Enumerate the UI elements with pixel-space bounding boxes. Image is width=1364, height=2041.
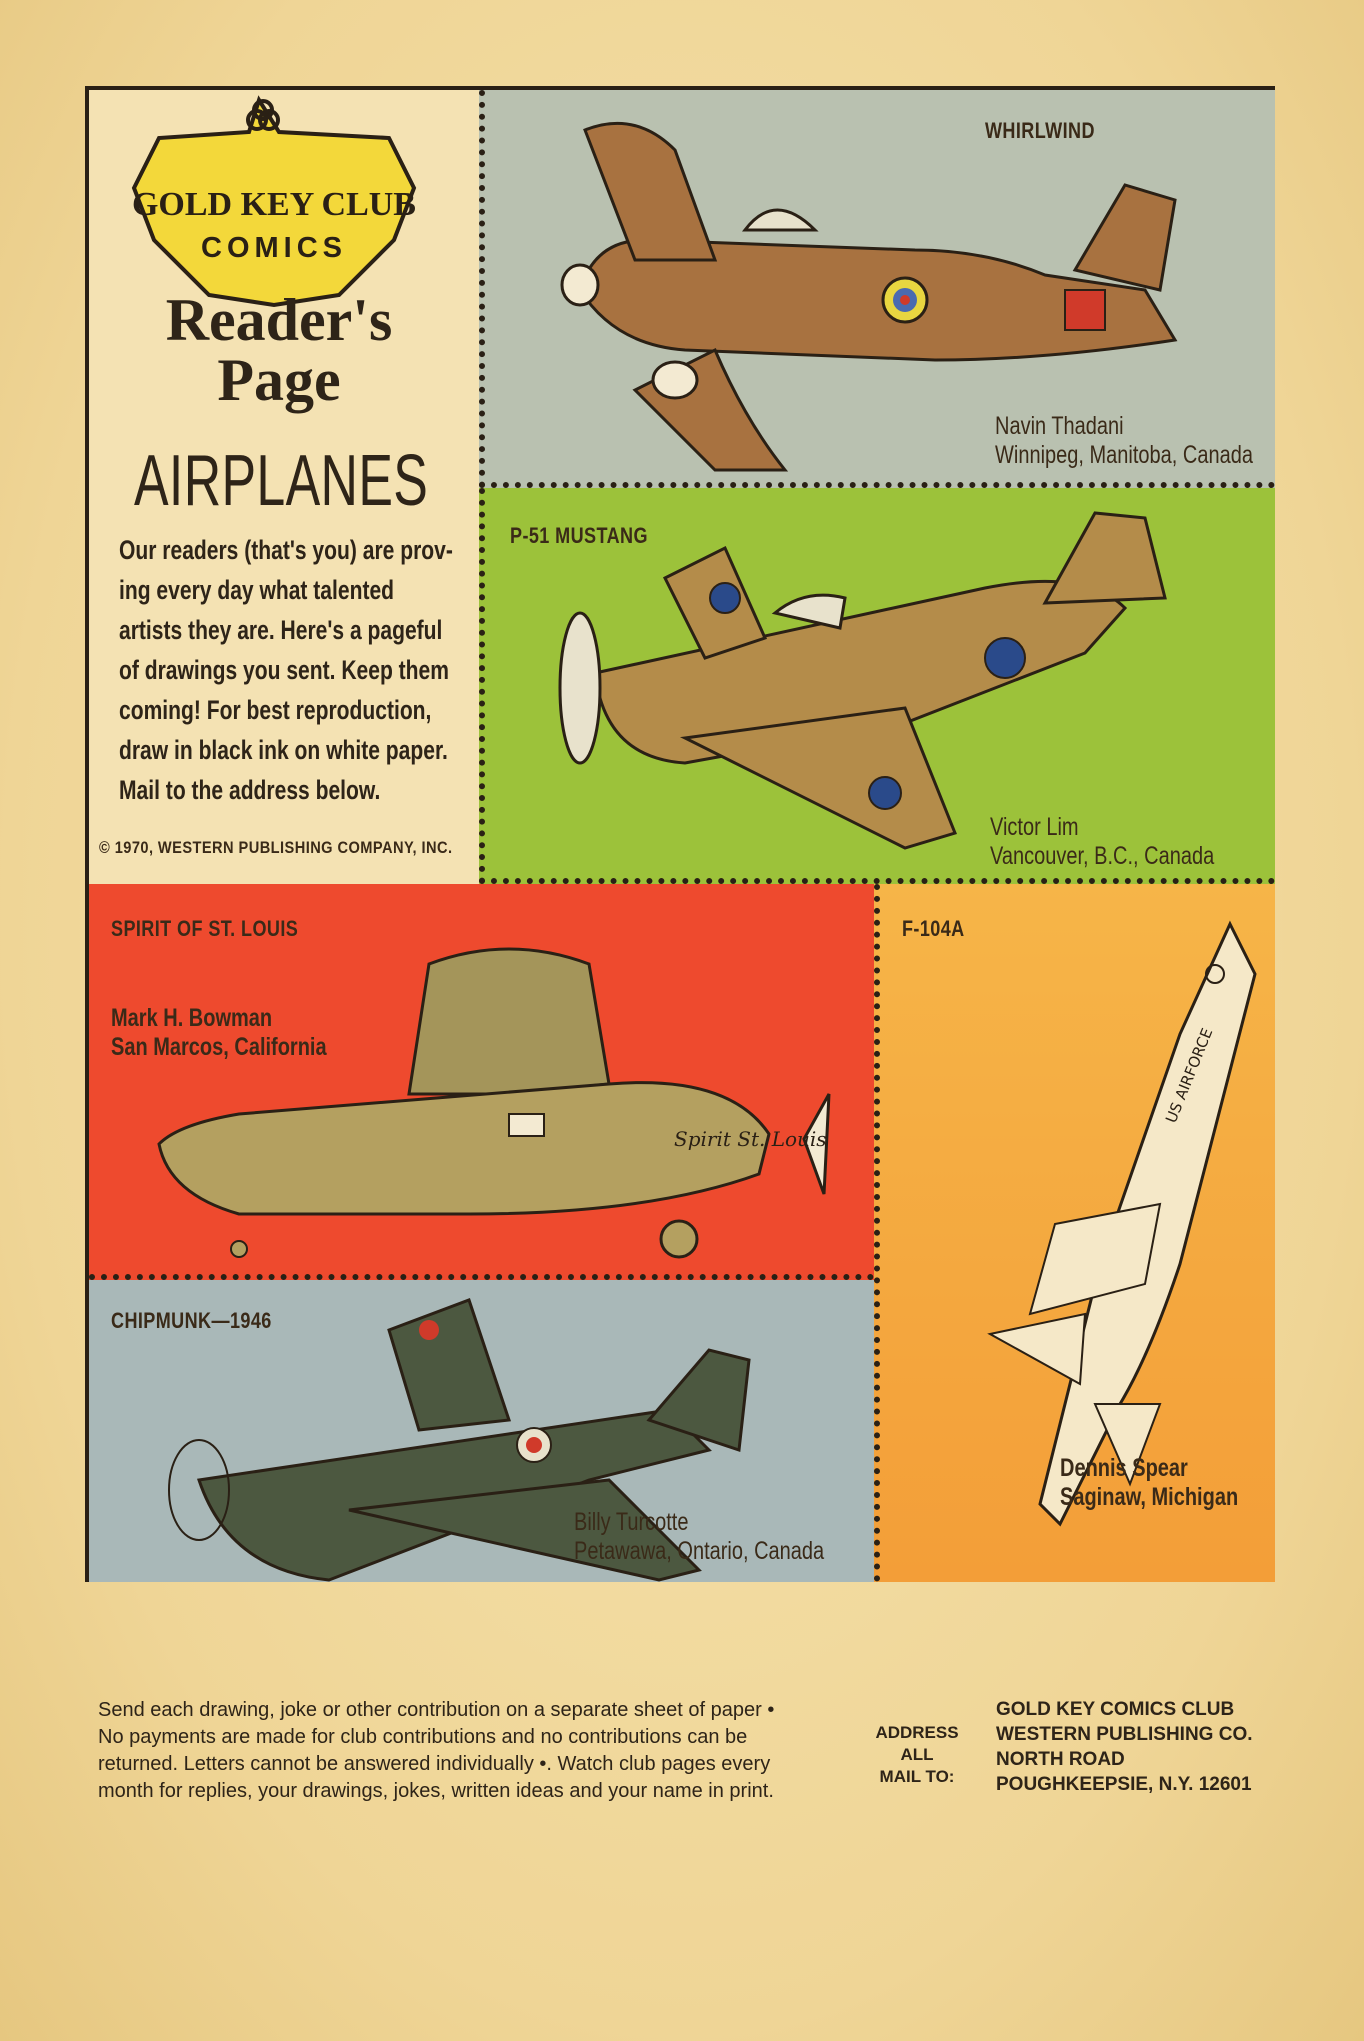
drawing-panel-whirlwind: [479, 90, 1275, 488]
gold-key-logo: [89, 90, 479, 420]
drawing-title: P-51 MUSTANG: [510, 523, 648, 548]
wheel-icon: [661, 1221, 697, 1257]
drawing-title: CHIPMUNK—1946: [111, 1308, 272, 1333]
address-line: NORTH ROAD: [996, 1749, 1125, 1770]
intro-line: Mail to the address below.: [119, 775, 381, 805]
page-title-line1: Reader's: [165, 287, 393, 353]
spirit-drawing: [89, 884, 874, 1280]
artist-name: Navin Thadani: [995, 412, 1124, 440]
intro-line: draw in black ink on white paper.: [119, 735, 448, 765]
intro-line: ing every day what talented: [119, 575, 395, 605]
intro-line: of drawings you sent. Keep them: [119, 655, 449, 685]
artist-location: Winnipeg, Manitoba, Canada: [995, 441, 1253, 469]
intro-text: [119, 530, 453, 810]
artist-location: Petawawa, Ontario, Canada: [574, 1537, 825, 1565]
logo-text-line2: COMICS: [201, 232, 347, 264]
rules-line: month for replies, your drawings, jokes, written ideas and your name in print.: [98, 1780, 774, 1802]
drawing-panel-spirit-of-st-louis: [89, 884, 874, 1280]
rules-line: returned. Letters cannot be answered individually •. Watch club pages every: [98, 1753, 771, 1775]
plane-lettering: US AIRFORCE: [1162, 1025, 1217, 1126]
readers-page-frame: [85, 86, 1275, 1582]
page-title-line2: Page: [217, 347, 341, 413]
drawing-panel-f104a: [874, 884, 1275, 1582]
drawing-title: WHIRLWIND: [985, 118, 1095, 143]
rules-line: No payments are made for club contributions and no contributions can be: [98, 1726, 748, 1748]
artist-location: Vancouver, B.C., Canada: [990, 842, 1215, 870]
star-insignia-icon: [985, 638, 1025, 678]
copyright-notice: © 1970, WESTERN PUBLISHING COMPANY, INC.: [99, 838, 453, 857]
contribution-rules: [98, 1697, 774, 1805]
header-panel: [89, 90, 479, 884]
drawing-credit: [995, 412, 1253, 470]
drawing-credit: [990, 813, 1214, 871]
drawing-title: F-104A: [902, 916, 965, 941]
artist-location: San Marcos, California: [111, 1033, 327, 1061]
logo-text-line1: GOLD KEY CLUB: [131, 186, 417, 223]
address-line: POUGHKEEPSIE, N.Y. 12601: [996, 1774, 1252, 1795]
rules-line: Send each drawing, joke or other contribution on a separate sheet of paper •: [98, 1699, 775, 1721]
drawing-title: SPIRIT OF ST. LOUIS: [111, 916, 299, 941]
intro-line: Our readers (that's you) are prov-: [119, 535, 453, 565]
mailing-address: [996, 1697, 1253, 1797]
address-line: WESTERN PUBLISHING CO.: [996, 1724, 1253, 1745]
intro-line: coming! For best reproduction,: [119, 695, 432, 725]
plane-lettering: Spirit St. Louis: [674, 1127, 827, 1151]
drawing-credit: [1060, 1454, 1238, 1512]
drawing-panel-p51-mustang: [479, 488, 1275, 884]
artist-location: Saginaw, Michigan: [1060, 1483, 1239, 1511]
drawing-panel-chipmunk: [89, 1280, 874, 1582]
artist-name: Mark H. Bowman: [111, 1004, 273, 1032]
intro-line: artists they are. Here's a pageful: [119, 615, 443, 645]
subject-heading: AIRPLANES: [134, 441, 429, 521]
wing-shape: [409, 949, 609, 1094]
artist-name: Billy Turcotte: [574, 1508, 689, 1536]
address-label: ADDRESS ALL MAIL TO:: [875, 1723, 959, 1786]
drawing-credit: [574, 1508, 824, 1566]
artist-name: Dennis Spear: [1060, 1454, 1188, 1482]
artist-name: Victor Lim: [990, 813, 1079, 841]
drawing-credit: [111, 1004, 327, 1062]
address-line: GOLD KEY COMICS CLUB: [996, 1699, 1235, 1720]
